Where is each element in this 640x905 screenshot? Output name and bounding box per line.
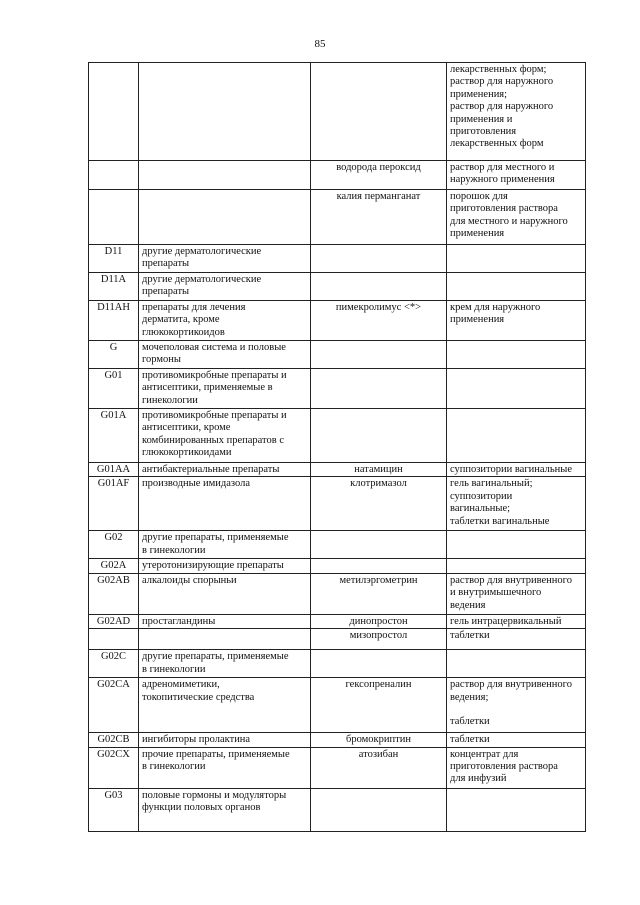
drug-table [88, 62, 586, 832]
dosage-form-cell [447, 273, 586, 301]
group-name-cell: прочие препараты, применяемые в гинекологии [139, 747, 311, 788]
drug-name-cell: динопростон [311, 614, 447, 628]
drug-name-cell: атозибан [311, 747, 447, 788]
atc-code-cell: G02CB [89, 733, 139, 747]
group-name-cell: ингибиторы пролактина [139, 733, 311, 747]
atc-code-cell: D11 [89, 245, 139, 273]
table-row [89, 273, 586, 301]
drug-table-body [89, 63, 586, 832]
dosage-form-cell: гель вагинальный; суппозитории вагинальные; таблетки вагинальные [447, 477, 586, 531]
atc-code-cell: G02AD [89, 614, 139, 628]
group-name-cell: адреномиметики, токопитические средства [139, 678, 311, 733]
dosage-form-cell: крем для наружного применения [447, 301, 586, 341]
drug-name-cell: метилэргометрин [311, 573, 447, 614]
table-row [89, 463, 586, 477]
dosage-form-cell: раствор для местного и наружного применения [447, 161, 586, 190]
dosage-form-cell: раствор для внутривенного ведения; таблетки [447, 678, 586, 733]
group-name-cell: утеротонизирующие препараты [139, 559, 311, 573]
dosage-form-cell [447, 531, 586, 559]
drug-name-cell [311, 341, 447, 369]
drug-name-cell: калия перманганат [311, 190, 447, 245]
drug-name-cell: бромокриптин [311, 733, 447, 747]
drug-name-cell [311, 63, 447, 161]
atc-code-cell [89, 190, 139, 245]
table-row [89, 477, 586, 531]
dosage-form-cell [447, 369, 586, 409]
dosage-form-cell [447, 559, 586, 573]
drug-name-cell [311, 273, 447, 301]
table-row [89, 369, 586, 409]
group-name-cell: препараты для лечения дерматита, кроме глюкокортикоидов [139, 301, 311, 341]
dosage-form-cell: лекарственных форм; раствор для наружного применения; раствор для наружного применения и приготовления лекарственных форм [447, 63, 586, 161]
atc-code-cell: D11AH [89, 301, 139, 341]
drug-name-cell: натамицин [311, 463, 447, 477]
atc-code-cell: G02A [89, 559, 139, 573]
drug-name-cell: клотримазол [311, 477, 447, 531]
table-row [89, 409, 586, 463]
atc-code-cell: G01AF [89, 477, 139, 531]
atc-code-cell: G01A [89, 409, 139, 463]
dosage-form-cell: раствор для внутривенного и внутримышечного ведения [447, 573, 586, 614]
atc-code-cell: G02AB [89, 573, 139, 614]
drug-name-cell [311, 788, 447, 831]
group-name-cell: другие препараты, применяемые в гинекологии [139, 531, 311, 559]
table-row [89, 629, 586, 650]
group-name-cell: алкалоиды спорыньи [139, 573, 311, 614]
group-name-cell: производные имидазола [139, 477, 311, 531]
drug-name-cell: пимекролимус <*> [311, 301, 447, 341]
table-row [89, 341, 586, 369]
group-name-cell: другие дерматологические препараты [139, 273, 311, 301]
atc-code-cell: G01AA [89, 463, 139, 477]
atc-code-cell: G02CX [89, 747, 139, 788]
drug-name-cell [311, 369, 447, 409]
table-row [89, 788, 586, 831]
table-row [89, 678, 586, 733]
table-row [89, 733, 586, 747]
atc-code-cell: G01 [89, 369, 139, 409]
group-name-cell: противомикробные препараты и антисептики, кроме комбинированных препаратов с глюкокортикоидами [139, 409, 311, 463]
dosage-form-cell: таблетки [447, 629, 586, 650]
dosage-form-cell [447, 788, 586, 831]
drug-name-cell: водорода пероксид [311, 161, 447, 190]
table-row [89, 301, 586, 341]
page-number: 85 [314, 38, 326, 50]
group-name-cell [139, 161, 311, 190]
table-row [89, 531, 586, 559]
drug-name-cell [311, 650, 447, 678]
atc-code-cell: G [89, 341, 139, 369]
table-row [89, 245, 586, 273]
atc-code-cell: D11A [89, 273, 139, 301]
group-name-cell: половые гормоны и модуляторы функции половых органов [139, 788, 311, 831]
dosage-form-cell [447, 409, 586, 463]
drug-name-cell [311, 559, 447, 573]
table-row [89, 63, 586, 161]
atc-code-cell: G02C [89, 650, 139, 678]
drug-name-cell: гексопреналин [311, 678, 447, 733]
table-row [89, 559, 586, 573]
dosage-form-cell: гель интрацервикальный [447, 614, 586, 628]
atc-code-cell: G02 [89, 531, 139, 559]
table-row [89, 747, 586, 788]
atc-code-cell [89, 629, 139, 650]
table-row [89, 650, 586, 678]
dosage-form-cell [447, 650, 586, 678]
atc-code-cell [89, 161, 139, 190]
group-name-cell: другие препараты, применяемые в гинекологии [139, 650, 311, 678]
table-row [89, 190, 586, 245]
group-name-cell: антибактериальные препараты [139, 463, 311, 477]
table-row [89, 573, 586, 614]
dosage-form-cell: суппозитории вагинальные [447, 463, 586, 477]
atc-code-cell: G02CA [89, 678, 139, 733]
group-name-cell: противомикробные препараты и антисептики, применяемые в гинекологии [139, 369, 311, 409]
drug-name-cell [311, 409, 447, 463]
atc-code-cell: G03 [89, 788, 139, 831]
dosage-form-cell: порошок для приготовления раствора для местного и наружного применения [447, 190, 586, 245]
dosage-form-cell: концентрат для приготовления раствора для инфузий [447, 747, 586, 788]
atc-code-cell [89, 63, 139, 161]
dosage-form-cell [447, 341, 586, 369]
group-name-cell [139, 629, 311, 650]
drug-name-cell: мизопростол [311, 629, 447, 650]
drug-name-cell [311, 245, 447, 273]
group-name-cell: другие дерматологические препараты [139, 245, 311, 273]
table-row [89, 161, 586, 190]
table-row [89, 614, 586, 628]
group-name-cell: простагландины [139, 614, 311, 628]
dosage-form-cell [447, 245, 586, 273]
dosage-form-cell: таблетки [447, 733, 586, 747]
group-name-cell: мочеполовая система и половые гормоны [139, 341, 311, 369]
group-name-cell [139, 63, 311, 161]
group-name-cell [139, 190, 311, 245]
drug-name-cell [311, 531, 447, 559]
